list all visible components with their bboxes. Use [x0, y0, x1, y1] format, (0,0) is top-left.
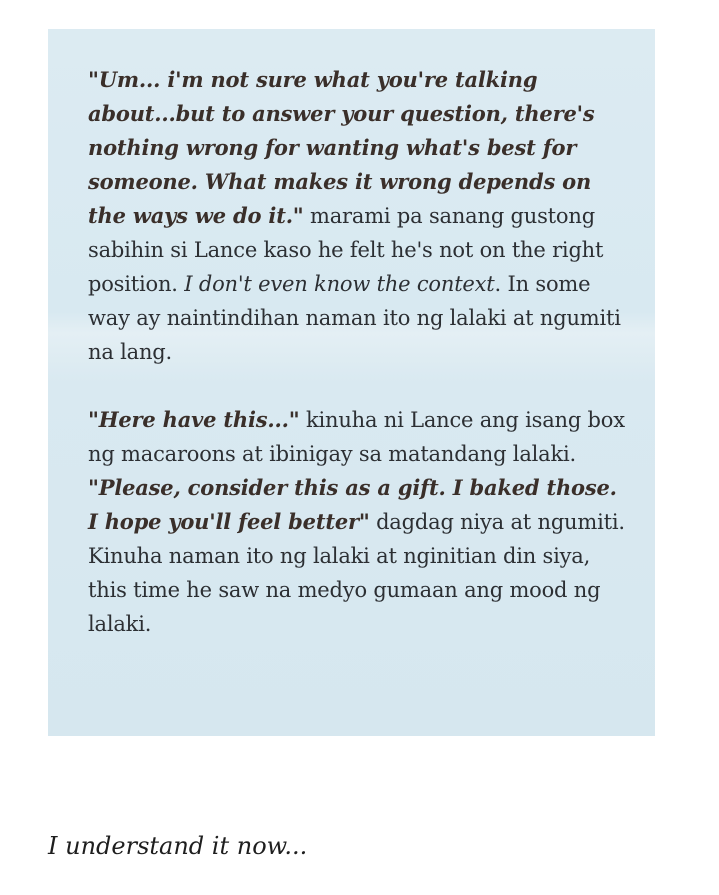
story-excerpt-card — [48, 29, 655, 736]
dialogue-quote: "Here have this..." — [88, 407, 300, 432]
dialogue-quote: "Please, consider this as a gift. I baked those. I hope you'll feel better" — [88, 475, 617, 534]
narration-text: . In some way ay naintindihan naman ito ng lalaki at ngumiti na lang. — [88, 272, 621, 364]
narration-text: kinuha ni Lance ang isang box ng macaroons at ibinigay sa matandang lalaki. — [88, 408, 625, 466]
inner-thought-text: I don't even know the context — [184, 272, 495, 296]
caption-text: I understand it now... — [48, 832, 308, 860]
narration-text: marami pa sanang gustong sabihin si Lance kaso he felt he's not on the right position. — [88, 204, 604, 296]
story-paragraph-1 — [88, 63, 625, 369]
story-paragraph-2 — [88, 403, 625, 641]
narration-text: dagdag niya at ngumiti. Kinuha naman ito ng lalaki at nginitian din siya, this time he saw na medyo gumaan ang mood ng lalaki. — [88, 510, 625, 636]
dialogue-quote: "Um... i'm not sure what you're talking about...but to answer your question, there's nothing wrong for wanting what's best for someone. What makes it wrong depends on the ways we do it." — [88, 67, 595, 228]
